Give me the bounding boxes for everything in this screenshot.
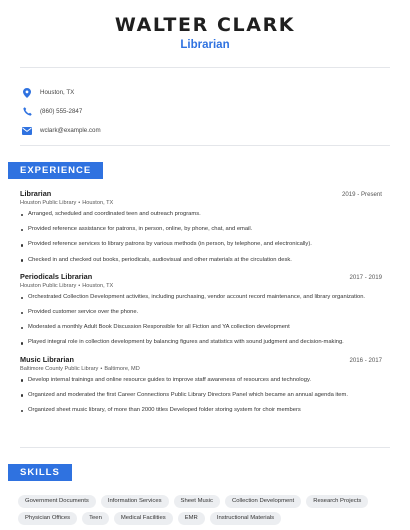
contact-divider: [20, 145, 390, 146]
contact-location-text: Houston, TX: [40, 89, 75, 96]
job-title: Periodicals Librarian: [20, 271, 93, 281]
job-bullet: Played integral role in collection development by balancing figures and statistics with sound judgment and decision-making.: [20, 339, 382, 347]
contact-phone: [22, 102, 101, 121]
job-entry: Periodicals Librarian 2017 - 2019 Houston Public Library • Houston, TX Orchestrated Collection Development activities, including purchasing, vendor account record maintenance, and library organization. Provided customer service over the phone. Moderated a monthly Adult Book Discussion Responsible for all Fiction and YA collection development Played integral role in collection development by balancing figures and statistics with sound judgment and decision-making.: [20, 271, 382, 346]
skill-chip: Physician Offices: [18, 512, 77, 525]
contact-email-text: wclark@example.com: [40, 127, 101, 134]
skill-chip: Information Services: [101, 495, 169, 508]
skill-chip: Collection Development: [225, 495, 301, 508]
skill-chip: Teen: [82, 512, 109, 525]
job-bullet: Organized sheet music library, of more than 2000 titles Developed folder storing system for choir members: [20, 407, 382, 415]
job-bullet: Organized and moderated the first Career Connections Public Library Directors Panel which became an annual agenda item.: [20, 392, 382, 400]
location-pin-icon: [22, 88, 32, 98]
skills-heading: SKILLS: [8, 464, 72, 481]
header-divider: [20, 67, 390, 68]
experience-heading: EXPERIENCE: [8, 162, 103, 179]
contact-email: [22, 121, 101, 140]
skill-chip: EMR: [178, 512, 205, 525]
skill-chip: Instructional Materials: [210, 512, 281, 525]
job-bullet: Moderated a monthly Adult Book Discussion Responsible for all Fiction and YA collection development: [20, 324, 382, 332]
job-org: Houston Public Library: [20, 282, 77, 289]
job-bullet: Provided reference services to library patrons by various methods (in person, by telephone, and electronically).: [20, 241, 382, 249]
skills-list: [18, 495, 393, 529]
job-location: Baltimore, MD: [104, 365, 140, 372]
job-location: Houston, TX: [82, 282, 114, 289]
job-bullet: Develop internal trainings and online resource guides to improve staff awareness of resources and technology.: [20, 377, 382, 385]
job-entry: Music Librarian 2016 - 2017 Baltimore County Public Library • Baltimore, MD Develop internal trainings and online resource guides to improve staff awareness of resources and technology. Organized and moderated the first Career Connections Public Library Directors Panel which became an annual agenda item. Organized sheet music library, of more than 2000 titles Developed folder storing system for choir members: [20, 354, 382, 413]
job-entry: Librarian 2019 - Present Houston Public Library • Houston, TX Arranged, scheduled and coordinated teen and outreach programs. Provided reference assistance for patrons, in person, online, by phone, chat, and email. Provided reference services to library patrons by various methods (in person, by telephone, and electronically). Checked in and checked out books, periodicals, audiovisual and other materials at the circulation desk.: [20, 189, 382, 263]
skill-chip: Medical Facilities: [114, 512, 173, 525]
phone-icon: [22, 107, 32, 117]
job-org: Houston Public Library: [20, 200, 77, 206]
skill-chip: Government Documents: [18, 495, 96, 508]
candidate-title: Librarian: [180, 39, 230, 51]
job-dates: 2017 - 2019: [349, 273, 382, 281]
job-bullet: Checked in and checked out books, periodicals, audiovisual and other materials at the circulation desk.: [20, 257, 382, 265]
job-bullet: Provided reference assistance for patrons, in person, online, by phone, chat, and email.: [20, 226, 382, 234]
resume-header: [0, 14, 410, 51]
skill-chip: Research Projects: [306, 495, 368, 508]
job-title: Librarian: [20, 189, 52, 198]
job-dates: 2019 - Present: [342, 191, 382, 198]
experience-list: [20, 189, 382, 422]
skill-chip: Sheet Music: [174, 495, 220, 508]
email-icon: [22, 126, 32, 136]
job-dates: 2016 - 2017: [349, 356, 382, 364]
candidate-name: WALTER CLARK: [114, 14, 296, 36]
contact-location: [22, 83, 101, 102]
contact-list: [22, 83, 101, 140]
experience-divider: [20, 447, 390, 448]
job-bullet: Arranged, scheduled and coordinated teen and outreach programs.: [20, 211, 382, 219]
job-title: Music Librarian: [20, 354, 74, 364]
job-location: Houston, TX: [82, 200, 114, 206]
job-bullet: Orchestrated Collection Development activities, including purchasing, vendor account record maintenance, and library organization.: [20, 294, 382, 302]
contact-phone-text: (860) 555-2847: [40, 108, 83, 115]
job-org: Baltimore County Public Library: [20, 365, 99, 372]
job-bullet: Provided customer service over the phone.: [20, 309, 382, 317]
